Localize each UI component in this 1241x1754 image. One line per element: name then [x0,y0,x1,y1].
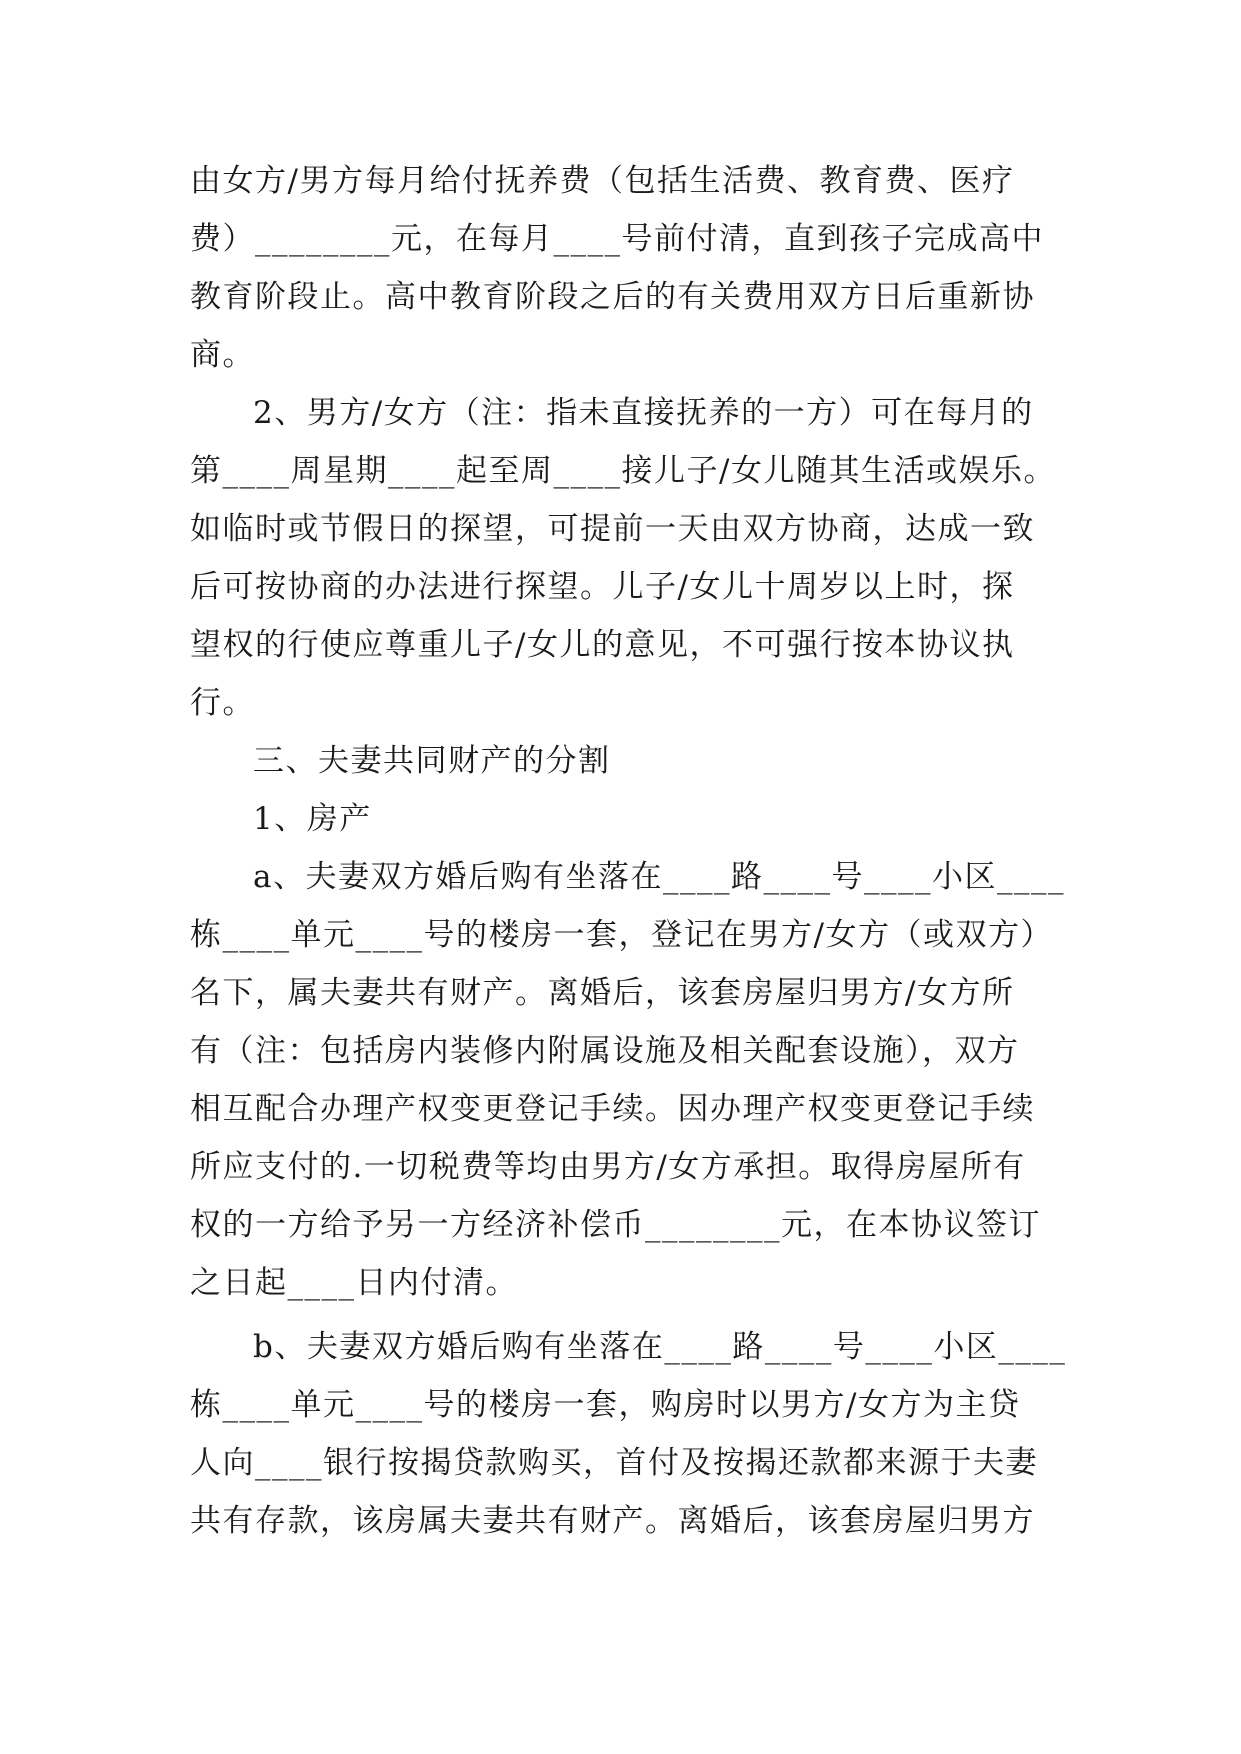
text-line: 权的一方给予另一方经济补偿币________元，在本协议签订 [190,1207,1041,1243]
document-body [190,152,1070,1550]
text-line: a、夫妻双方婚后购有坐落在____路____号____小区____ [253,859,1065,895]
text-line: 栋____单元____号的楼房一套，登记在男方/女方（或双方） [190,917,1053,953]
text-line: 如临时或节假日的探望，可提前一天由双方协商，达成一致 [190,511,1035,547]
subsection-heading: 1、房产 [253,801,372,837]
text-line: 后可按协商的办法进行探望。儿子/女儿十周岁以上时，探 [190,569,1015,605]
text-line: 费）________元，在每月____号前付清，直到孩子完成高中 [190,221,1044,257]
text-line: 名下，属夫妻共有财产。离婚后，该套房屋归男方/女方所 [190,975,1015,1011]
text-line: 栋____单元____号的楼房一套，购房时以男方/女方为主贷 [190,1387,1021,1423]
text-line: 教育阶段止。高中教育阶段之后的有关费用双方日后重新协 [190,279,1035,315]
text-line: b、夫妻双方婚后购有坐落在____路____号____小区____ [253,1329,1067,1365]
text-line: 2、男方/女方（注：指未直接抚养的一方）可在每月的 [253,395,1034,431]
text-line: 所应支付的.一切税费等均由男方/女方承担。取得房屋所有 [190,1149,1026,1185]
text-line: 有（注：包括房内装修内附属设施及相关配套设施），双方 [190,1033,1020,1069]
text-line: 之日起____日内付清。 [190,1265,518,1301]
text-line: 由女方/男方每月给付抚养费（包括生活费、教育费、医疗 [190,163,1015,199]
text-line: 共有存款，该房属夫妻共有财产。离婚后，该套房屋归男方 [190,1503,1035,1539]
text-line: 第____周星期____起至周____接儿子/女儿随其生活或娱乐。 [190,453,1056,489]
text-line: 行。 [190,685,255,721]
text-line: 商。 [190,337,255,373]
text-line: 望权的行使应尊重儿子/女儿的意见，不可强行按本协议执 [190,627,1015,663]
text-line: 人向____银行按揭贷款购买，首付及按揭还款都来源于夫妻 [190,1445,1038,1481]
text-line: 相互配合办理产权变更登记手续。因办理产权变更登记手续 [190,1091,1035,1127]
section-heading: 三、夫妻共同财产的分割 [253,743,611,779]
